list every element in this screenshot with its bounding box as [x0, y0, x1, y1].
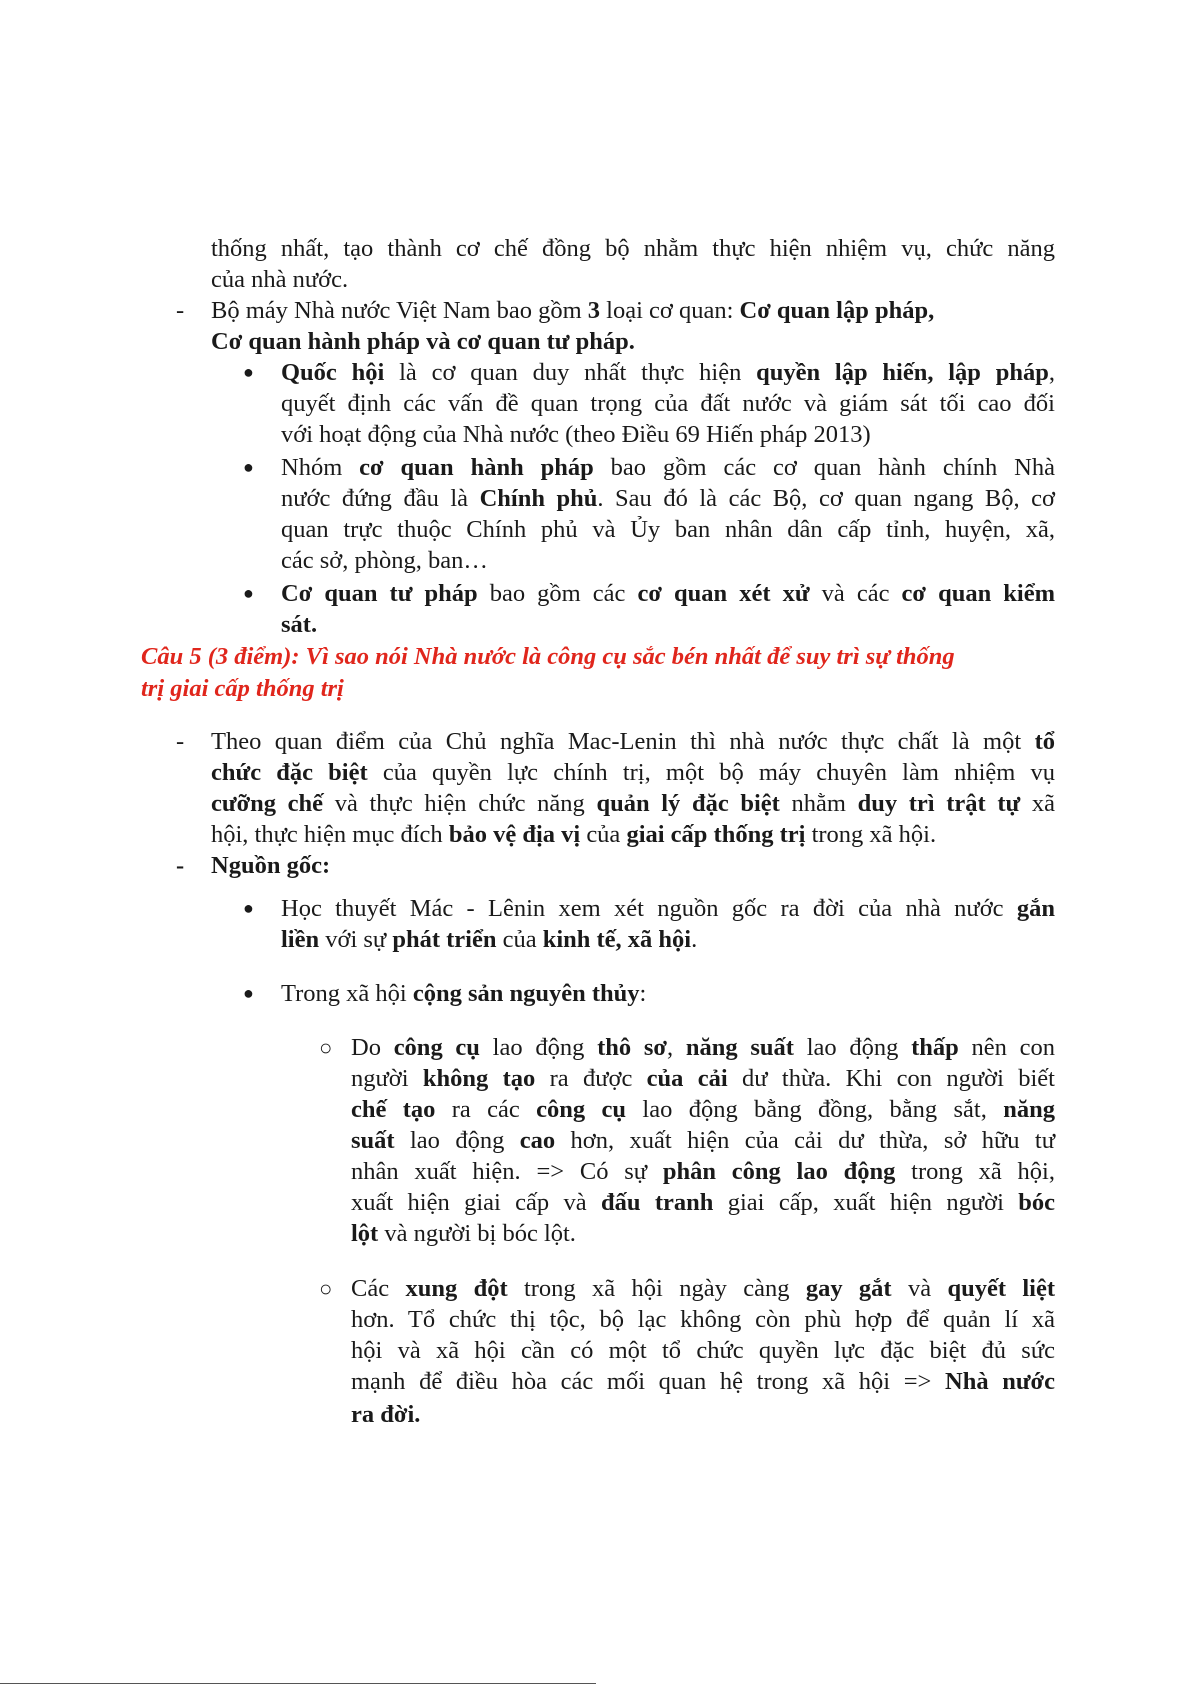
bold-text: quyền lập hiến, lập pháp	[756, 359, 1049, 386]
bo-may-line-1	[211, 295, 934, 326]
sub2-line-2: hơn. Tổ chức thị tộc, bộ lạc không còn phù hợp để quản lí xã	[351, 1306, 1055, 1333]
bullet-icon: ●	[243, 583, 254, 603]
bold-text: quản lý đặc biệt	[596, 790, 780, 817]
sub2-line-5: ra đời.	[351, 1401, 421, 1428]
text: nhân xuất hiện. => Có sự	[351, 1158, 663, 1185]
text: mạnh để điều hòa các mối quan hệ trong xã hội =>	[351, 1368, 946, 1395]
text: trong xã hội.	[805, 821, 937, 848]
text: là cơ quan duy nhất thực hiện	[384, 359, 757, 386]
text: nên con	[958, 1034, 1056, 1061]
page-bottom-rule	[0, 1683, 596, 1684]
text: bao gồm các cơ quan hành chính Nhà	[593, 454, 1056, 481]
bold-text: bảo vệ địa vị	[448, 821, 581, 848]
text: hội, thực hiện mục đích	[211, 821, 449, 848]
bold-text: gay gắt	[805, 1275, 892, 1302]
sub1-line-6	[351, 1187, 1055, 1218]
sub1-line-2	[351, 1063, 1055, 1094]
hanh-phap-line-1	[281, 452, 1055, 483]
bold-text: công cụ	[536, 1096, 627, 1123]
bold-text: đấu tranh	[600, 1189, 714, 1216]
text: của	[580, 821, 627, 848]
bold-text: cơ quan xét xử	[637, 580, 810, 607]
sub1-line-5	[351, 1156, 1055, 1187]
sub1-line-4	[351, 1125, 1055, 1156]
question-5-heading-line-2: trị giai cấp thống trị	[141, 675, 344, 702]
bold-text: chức đặc biệt	[211, 759, 368, 786]
bold-text: phát triển	[392, 926, 497, 953]
text: trong xã hội ngày càng	[507, 1275, 806, 1302]
circle-bullet-icon: ○	[319, 1276, 333, 1301]
bullet-icon: ●	[243, 457, 254, 477]
text: và	[891, 1275, 948, 1302]
text: với sự	[319, 926, 393, 953]
bold-text: phân công lao động	[662, 1158, 896, 1185]
bold-text: cơ quan kiểm	[901, 580, 1055, 607]
text: Bộ máy Nhà nước Việt Nam bao gồm	[211, 297, 588, 324]
mac-lenin-line-2	[211, 757, 1055, 788]
text: Do	[351, 1034, 394, 1061]
text: nhằm	[779, 790, 858, 817]
bold-text: Cơ quan tư pháp	[281, 580, 478, 607]
text: trong xã hội,	[895, 1158, 1055, 1185]
text: . Sau đó là các Bộ, cơ quan ngang Bộ, cơ	[597, 485, 1055, 512]
quoc-hoi-line-1	[281, 357, 1055, 388]
bold-text: thấp	[911, 1034, 959, 1061]
bold-text: cưỡng chế	[211, 790, 324, 817]
bold-text: không tạo	[422, 1065, 536, 1092]
hanh-phap-line-3: quan trực thuộc Chính phủ và Ủy ban nhân dân cấp tỉnh, huyện, xã,	[281, 516, 1055, 543]
text: giai cấp, xuất hiện người	[713, 1189, 1019, 1216]
hanh-phap-line-2	[281, 483, 1055, 514]
cong-san-line	[281, 978, 646, 1009]
nguon-goc-title: Nguồn gốc:	[211, 852, 331, 879]
bold-text: cao	[519, 1127, 556, 1154]
bullet-icon: ●	[243, 898, 254, 918]
text: bao gồm các	[477, 580, 638, 607]
question-5-heading-line-1: Câu 5 (3 điểm): Vì sao nói Nhà nước là công cụ sắc bén nhất để suy trì sự thống	[141, 643, 955, 670]
mac-lenin-line-1	[211, 726, 1055, 757]
dash-marker: -	[176, 728, 185, 755]
text: xã	[1020, 790, 1055, 817]
text: Theo quan điểm của Chủ nghĩa Mac-Lenin thì nhà nước thực chất là một	[211, 728, 1035, 755]
text: xuất hiện giai cấp và	[351, 1189, 601, 1216]
sub2-line-1	[351, 1273, 1055, 1304]
text: loại cơ quan:	[600, 297, 740, 324]
text: và các	[809, 580, 902, 607]
bold-text: Quốc hội	[281, 359, 385, 386]
bold-text: gắn	[1016, 895, 1055, 922]
text: Các	[351, 1275, 406, 1302]
hoc-thuyet-line-1	[281, 893, 1055, 924]
sub1-line-3	[351, 1094, 1055, 1125]
bold-text: của cải	[646, 1065, 728, 1092]
bold-text: năng	[1003, 1096, 1055, 1123]
sub1-line-1	[351, 1032, 1055, 1063]
text: nước đứng đầu là	[281, 485, 480, 512]
bold-text: tổ	[1034, 728, 1055, 755]
text: :	[639, 980, 647, 1007]
text: ,	[667, 1034, 686, 1061]
bold-text: 3	[587, 297, 601, 324]
bold-text: quyết liệt	[947, 1275, 1055, 1302]
text: ra được	[535, 1065, 647, 1092]
tu-phap-line-2: sát.	[281, 611, 318, 638]
quoc-hoi-line-3: với hoạt động của Nhà nước (theo Điều 69 Hiến pháp 2013)	[281, 421, 871, 448]
bold-text: lột	[351, 1220, 379, 1247]
bold-text: giai cấp thống trị	[626, 821, 806, 848]
bullet-icon: ●	[243, 983, 254, 1003]
bold-text: cộng sản nguyên thủy	[412, 980, 640, 1007]
text: lao động	[479, 1034, 598, 1061]
text: Nhóm	[281, 454, 360, 481]
bold-text: cơ quan hành pháp	[359, 454, 594, 481]
intro-line-2: của nhà nước.	[211, 266, 349, 293]
bold-text: xung đột	[405, 1275, 508, 1302]
text: .	[691, 926, 698, 953]
bold-text: duy trì trật tự	[857, 790, 1021, 817]
text: dư thừa. Khi con người biết	[727, 1065, 1055, 1092]
text: và người bị bóc lột.	[378, 1220, 576, 1247]
bold-text: Cơ quan lập pháp,	[739, 297, 935, 324]
text: ra các	[435, 1096, 537, 1123]
bold-text: năng suất	[685, 1034, 794, 1061]
text: Trong xã hội	[281, 980, 413, 1007]
text: lao động bằng đồng, bằng sắt,	[626, 1096, 1004, 1123]
dash-marker: -	[176, 852, 185, 879]
bullet-icon: ●	[243, 362, 254, 382]
mac-lenin-line-3	[211, 788, 1055, 819]
text: của	[496, 926, 543, 953]
bold-text: kinh tế, xã hội	[542, 926, 692, 953]
text: ,	[1048, 359, 1055, 386]
bold-text: thô sơ	[597, 1034, 667, 1061]
text: và thực hiện chức năng	[323, 790, 597, 817]
text: hơn, xuất hiện của cải dư thừa, sở hữu tư	[555, 1127, 1056, 1154]
text: người	[351, 1065, 423, 1092]
mac-lenin-line-4	[211, 819, 936, 850]
intro-line-1: thống nhất, tạo thành cơ chế đồng bộ nhằm thực hiện nhiệm vụ, chức năng	[211, 235, 1055, 262]
bold-text: bóc	[1018, 1189, 1055, 1216]
text: của quyền lực chính trị, một bộ máy chuyên làm nhiệm vụ	[367, 759, 1055, 786]
bold-text: Chính phủ	[479, 485, 598, 512]
bold-text: công cụ	[393, 1034, 480, 1061]
sub1-line-7	[351, 1218, 576, 1249]
hoc-thuyet-line-2	[281, 924, 697, 955]
sub2-line-3: hội và xã hội cần có một tổ chức quyền lực đặc biệt đủ sức	[351, 1337, 1055, 1364]
bold-text: Nhà nước	[945, 1368, 1055, 1395]
text: lao động	[394, 1127, 520, 1154]
circle-bullet-icon: ○	[319, 1035, 333, 1060]
hanh-phap-line-4: các sở, phòng, ban…	[281, 547, 488, 574]
text: Học thuyết Mác - Lênin xem xét nguồn gốc ra đời của nhà nước	[281, 895, 1017, 922]
tu-phap-line-1	[281, 578, 1055, 609]
text: lao động	[793, 1034, 912, 1061]
bo-may-line-2: Cơ quan hành pháp và cơ quan tư pháp.	[211, 328, 635, 355]
sub2-line-4	[351, 1366, 1055, 1397]
dash-marker: -	[176, 297, 185, 324]
bold-text: suất	[351, 1127, 395, 1154]
bold-text: liền	[281, 926, 320, 953]
quoc-hoi-line-2: quyết định các vấn đề quan trọng của đất nước và giám sát tối cao đối	[281, 390, 1055, 417]
bold-text: chế tạo	[351, 1096, 436, 1123]
